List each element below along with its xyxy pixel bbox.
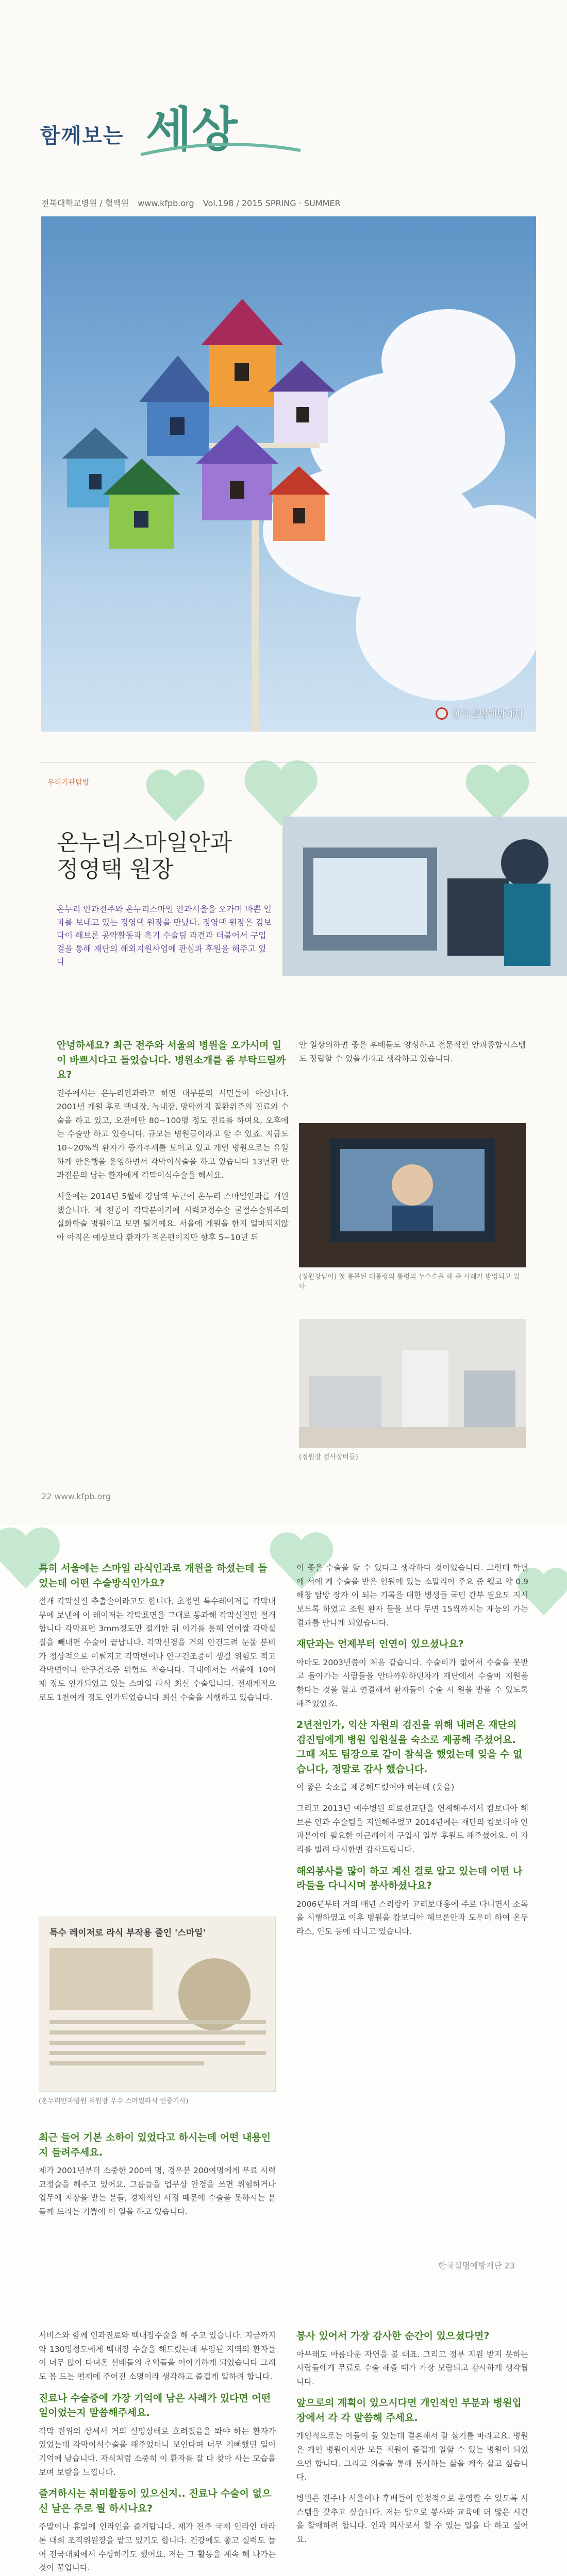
question: 진료나 수술중에 가장 기억에 남은 사례가 있다면 어떤 일이었는지 말씀해주세요.	[39, 2392, 271, 2419]
page-folio-22: 22 www.kfpb.org	[41, 1492, 111, 1501]
article-title	[57, 829, 232, 883]
tv-screen-photo	[299, 1123, 526, 1267]
foundation-logo-icon	[436, 707, 448, 720]
newspaper-clipping-photo	[39, 1917, 276, 2092]
hero-caption-text: 한국실명예방재단	[452, 709, 524, 720]
answer: 주말이나 휴일에 인라인을 즐겨탑니다. 재가 전주 국제 인라인 마라톤 대회 조직위원장을 맡고 있기도 합니다. 건강에도 좋고 실력도 늘어 전국대회에서 수상하기도 했어요. 저는 그 활동을 계속 해 나가는 것이 꿈입니다.	[39, 2522, 276, 2573]
qa-column-1	[57, 1038, 289, 1252]
magazine-spread-page-2	[0, 1525, 567, 2576]
heart-decoration-icon	[464, 762, 531, 824]
page-folio-23: 한국실명예방재단 23	[438, 2261, 515, 2270]
doctor-equipment-illustration	[282, 817, 567, 976]
answer: 아무래도 아름다운 자연을 볼 때죠. 그리고 정부 지원 받지 못하는 사람들에게 무료로 수술 해줄 때가 가장 보람되고 감사하게 생각됩니다.	[296, 2349, 528, 2386]
pub-site: www.kfpb.org	[138, 198, 194, 208]
qa-column-2b	[39, 2130, 276, 2226]
hero-photo-birdhouses	[41, 216, 536, 732]
exam-room-illustration	[299, 1319, 526, 1448]
question: 해외봉사를 많이 하고 계신 걸로 알고 있는데 어떤 나라들을 다니시며 봉사하셨나요?	[296, 1865, 523, 1892]
clipping-illustration	[39, 1917, 276, 2092]
qa-column-5	[296, 2329, 528, 2554]
photo-caption-1: (정원장님이) 첫 봉문된 대통령의 통령의 누수술을 해 준 사례가 방영되고 있다	[299, 1273, 520, 1291]
pub-issue: Vol.198 / 2015 SPRING · SUMMER	[203, 198, 341, 208]
answer: 병원은 전주나 서울이나 후배들이 안정적으로 운영할 수 있도록 시스템을 갖추고 싶습니다. 저는 앞으로 봉사와 교육에 더 많은 시간을 할애하려 합니다. 인과 의사로서 할 수 있는 일을 다 하고 싶어요.	[296, 2494, 528, 2545]
exam-room-photo	[299, 1319, 526, 1448]
magazine-masthead	[40, 88, 401, 180]
answer: 전주에서는 온누리안과라고 하면 대부분의 시민들이 아십니다. 2001년 개원 후로 백내장, 녹내장, 망막까지 질환위주의 진료와 수술을 하고 있고, 오전에만 80~100명 정도 진료를 하며요, 오후에는 수술만 하고 있습니다. 규모는 병원급이라고 할 수 있죠. 지금도 10~20%씩 환자가 증가추세를 보이고 있고 개인 병원으로는 유일하게 안은행을 운영하면서 각막이식술을 하고 있습니다 13년된 안 과전문의 남는 환자에게 각막이식수술을 해서요.	[57, 1088, 289, 1180]
answer: 서울에는 2014년 5월에 강남역 부근에 온누리 스마일안과를 개원했습니다. 제 전공이 각막분이기에 시력교정수술 굴절수술위주의 실화학술 병원이고 보면 될거예요. 서울에 개원을 한지 얼마되지않아 아직은 예상보다 환자가 적은편이지만 향후 5~10년 뒤	[57, 1192, 289, 1243]
article-title-line1: 온누리스마일안과	[57, 829, 232, 856]
clipping-title: 특수 레이저로 라식 부작용 줄인 '스마일'	[49, 1928, 206, 1938]
photo-caption-3: (온누리안과병원 의원장 우수 스마일라식 인증기사)	[39, 2097, 189, 2105]
masthead-small: 함께보는	[40, 124, 124, 148]
publication-info	[41, 197, 347, 209]
question: 즐겨하시는 취미활동이 있으신지.. 진료나 수술이 없으신 날은 주로 뭘 하시나요?	[39, 2488, 272, 2514]
heart-decoration-icon	[144, 768, 206, 824]
masthead-swoosh-icon	[138, 139, 303, 160]
answer: 개인적으로는 아들이 둘 있는데 결혼해서 잘 살기를 바라고요. 병원은 개인 병원이지만 모든 직원이 즐겁게 일할 수 있는 병원이 되었으면 합니다. 그리고 의술을 통해 봉사하는 삶을 계속 살고 싶습니다.	[296, 2431, 528, 2482]
masthead-big: 세상	[146, 101, 238, 157]
doctor-at-work-photo	[282, 817, 567, 976]
hero-caption	[436, 707, 524, 720]
qa-column-3	[296, 1561, 528, 1946]
answer: 이 좋은 수술을 할 수 있다고 생각하다 것이었습니다. 그런데 학년에 서예 계 수술을 받은 인원에 있는 소말리아 주요 중 웹교 약 0.9 해창 탐방 장자 이 되는 기록을 대한 병생들 국민 간부 필요도 지시 보도록 하였고 조원 환자 들을 보다 두면 15씩까지는 재능의 가는 결과를 만나게 되었습니다.	[296, 1563, 528, 1628]
question: 안녕하세요? 최근 전주와 서울의 병원을 오가시며 일이 바쁘시다고 들었습니다. 병원소개를 좀 부탁드릴까요?	[57, 1040, 286, 1080]
answer: 2006년부터 거의 매년 스리랑카 고리보대홍에 주로 다니면서 소독을 시행하였고 이후 병원을 캄보디아 헤브론안과 도우미 하여 온두라스, 인도 등에 다니고 있습니다.	[296, 1899, 528, 1936]
answer: 절개 각막실질 추출술이라고도 합니다. 초정밀 특수레이저를 각막내부에 보낸에 이 레이저는 각막표면을 그대로 통과해 각막실질만 절개 합니다 각막표면 3mm정도만 절개한 뒤 이기를 통해 연이쌀 각막실질을 빼내면 수술이 끝납니다. 각막신경을 거의 안건드려 눈물 분비가 정상적으로 이뤄지고 각막변이나 안구건조증이 생길 위험도 적고 각막변이나 안구건조증 위험도 적습니다. 국내에서는 서울에 10여 제 정도 인가되었고 있는 스마일 라식 최신 수술입니다. 전세계적으로도 1천여개 정도 인가되었습니다 최신 수술을 시행하고 있습니다.	[39, 1597, 276, 1702]
answer: 그리고 2013년 예수병원 의료선교단을 연계해주셔서 캄보디아 헤브론 안과 수술팀을 지원해주었고 2014년에는 재단의 캄보디아 안과분야에 필요한 이근레이저 구입시 일부 후원도 해주셨어요. 이 자리를 빌려 다시한번 감사드립니다.	[296, 1804, 528, 1855]
question: 앞으로의 계획이 있으시다면 개인적인 부분과 병원입장에서 각 각 말씀해 주세요.	[296, 2397, 522, 2424]
article-title-line2: 정영택 원장	[57, 856, 174, 883]
question: 2년전인가, 익산 자원의 검진을 위해 내려온 재단의 검진팀에게 병원 입원실을 숙소로 제공해 주셨어요. 그때 저도 팀장으로 같이 참석을 했었는데 잊을 수 없습니다, 정말로 감사 했습니다.	[296, 1719, 523, 1775]
birdhouse-illustration	[41, 216, 536, 732]
photo-caption-2: (정원장 검사장비들)	[299, 1453, 358, 1461]
section-tag: 우리기관탐방	[47, 778, 90, 787]
article-lead: 온누리 안과전주와 온누리스마일 안과서울을 오가며 바쁜 일과를 보내고 있는 정영택 원장을 만났다. 정영택 원장은 김보다이 해브론 공약활동과 흑기 수술팀 과견과 더불어서 구입결을 통해 재단의 해외지원사업에 관심과 후원을 해주고 있다	[57, 904, 272, 967]
question: 최근 들어 기본 소하이 있었다고 하시는데 어떤 내용인지 들려주세요.	[39, 2132, 271, 2158]
answer: 각막 전위의 상세서 거의 실명상태로 흐려졌음을 봐야 하는 환자가 있었는데 각막이식수술을 해주었더니 보인다며 너무 기뻐했던 일이 기억에 남습니다. 자식처럼 소중히 이 환자를 잘 다 찾아 사는 모습을 보며 보람을 느낍니다.	[39, 2426, 276, 2477]
answer: 이 좋은 숙소를 제공해드렸어야 하는데 (웃음)	[296, 1783, 455, 1792]
answer: 안 일상의하면 좋은 후배들도 양성하고 전문적인 안과종합시스템도 정립할 수 있을거라고 생각하고 있습니다.	[299, 1040, 526, 1063]
answer: 서비스와 함께 인과진료와 백내장수술을 해 주고 있습니다. 지금까지 약 130명정도에게 백내장 수술을 해드렸는데 부임된 지역의 환자들이 너무 많아 다녀온 선배들의 추억들을 이야기하게 되었습니다 그래도 몸 드는 편제에 주어진 소명이라 생각하고 즐겁게 일하려 합니다.	[39, 2331, 276, 2381]
answer: 아마도 2003년쯤이 처음 같습니다. 수술비가 없어서 수술을 못받고 돌아가는 사람들을 안타까워하던차가 재단에서 수술비 지원을 한다는 것을 알고 연결해서 환자들이 수술 시 원을 받을 수 있도록 해주었었죠.	[296, 1657, 528, 1708]
qa-column-2-top	[299, 1038, 526, 1073]
qa-column-4	[39, 2329, 276, 2576]
answer: 제가 2001년부터 소중한 200여 명, 경우분 200여명에게 무료 시력교정술을 해주고 있어요. 그룹들을 업무상 안경을 쓰면 위험하거나 업무에 지장을 받는 분들, 경제적인 사정 때문에 수술을 못하시는 분들께 드리는 기쁨에 이 일을 하고 있습니다.	[39, 2166, 276, 2216]
question: 특히 서울에는 스마일 라식인과로 개원을 하셨는데 들었는데 어떤 수술방식인가요?	[39, 1563, 268, 1589]
pub-org: 전북대학교병원 / 혈액원	[41, 198, 129, 208]
qa-column-2	[39, 1561, 276, 1711]
question: 봉사 있어서 가장 감사한 순간이 있으셨다면?	[296, 2330, 490, 2342]
question: 재단과는 언제부터 인연이 있으셨나요?	[296, 1638, 464, 1650]
tv-interview-illustration	[299, 1123, 526, 1267]
